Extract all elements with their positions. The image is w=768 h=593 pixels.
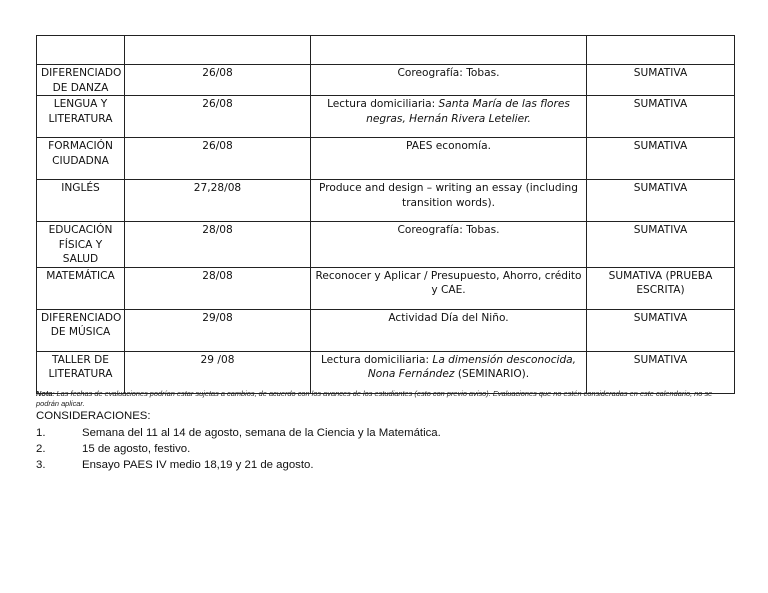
- table-row: [37, 138, 735, 180]
- activity-cell: [311, 138, 587, 180]
- date-cell: 26/08: [125, 138, 311, 180]
- activity-text: Lectura domiciliaria:: [327, 98, 439, 110]
- activity-text: Coreografía: Tobas.: [397, 67, 500, 79]
- table-row: [37, 222, 735, 268]
- list-text: 15 de agosto, festivo.: [82, 443, 191, 455]
- list-text: Ensayo PAES IV medio 18,19 y 21 de agosto.: [82, 459, 314, 471]
- type-cell: SUMATIVA: [587, 180, 735, 222]
- activity-text: Produce and design – writing an essay (including transition words).: [319, 182, 578, 209]
- date-cell: 29/08: [125, 309, 311, 351]
- table-row: [37, 351, 735, 393]
- activity-text: Lectura domiciliaria:: [320, 353, 433, 366]
- date-cell: 28/08: [125, 222, 311, 268]
- type-cell: SUMATIVA (PRUEBA ESCRITA): [587, 267, 735, 309]
- date-cell: 27,28/08: [125, 180, 311, 222]
- date-cell: 26/08: [125, 65, 311, 96]
- activity-cell: [311, 222, 587, 268]
- schedule-table: [36, 35, 735, 394]
- activity-text: Reconocer y Aplicar / Presupuesto, Ahorro, crédito y CAE.: [315, 269, 582, 296]
- table-row: [37, 65, 735, 96]
- activity-cell: [311, 65, 587, 96]
- subject-cell: TALLER DE LITERATURA: [37, 351, 125, 393]
- list-number: 1.: [36, 427, 46, 439]
- activity-text: Coreografía: Tobas.: [397, 224, 500, 236]
- type-cell: [587, 36, 735, 65]
- activity-cell: [311, 96, 587, 138]
- activity-tail: (SEMINARIO).: [454, 368, 530, 380]
- activity-cell: [311, 36, 587, 65]
- note-text: : Las fechas de evaluaciones podrían estar sujetas a cambios, de acuerdo con los avances de los estudiantes (esto con previo aviso). Evaluaciones que no estén consideradas en este calendario, no se podrán aplicar.: [36, 389, 713, 408]
- considerations-title: CONSIDERACIONES:: [36, 410, 151, 422]
- date-cell: 29 /08: [125, 351, 311, 393]
- list-number: 3.: [36, 459, 46, 471]
- subject-cell: INGLÉS: [37, 180, 125, 222]
- table-row: [37, 180, 735, 222]
- type-cell: SUMATIVA: [587, 65, 735, 96]
- type-cell: SUMATIVA: [587, 138, 735, 180]
- subject-cell: DIFERENCIADO DE MÚSICA: [37, 309, 125, 351]
- type-cell: SUMATIVA: [587, 222, 735, 268]
- type-cell: SUMATIVA: [587, 309, 735, 351]
- date-cell: [125, 36, 311, 65]
- list-item: [36, 425, 441, 441]
- subject-cell: [37, 36, 125, 65]
- activity-cell: [311, 309, 587, 351]
- subject-cell: MATEMÁTICA: [37, 267, 125, 309]
- note-label: Nota: [36, 389, 53, 398]
- subject-cell: FORMACIÓN CIUDADNA: [37, 138, 125, 180]
- list-text: Semana del 11 al 14 de agosto, semana de la Ciencia y la Matemática.: [82, 427, 441, 439]
- table-row: [37, 36, 735, 65]
- list-number: 2.: [36, 443, 46, 455]
- list-item: [36, 441, 441, 457]
- subject-cell: EDUCACIÓN FÍSICA Y SALUD: [37, 222, 125, 268]
- table-row: [37, 309, 735, 351]
- activity-cell: [311, 351, 587, 393]
- activity-text: Actividad Día del Niño.: [388, 311, 509, 324]
- table-row: [37, 96, 735, 138]
- activity-text: PAES economía.: [406, 140, 491, 152]
- activity-cell: [311, 180, 587, 222]
- subject-cell: LENGUA Y LITERATURA: [37, 96, 125, 138]
- date-cell: 26/08: [125, 96, 311, 138]
- book-title: Santa María de las flores negras, Hernán Rivera Letelier.: [366, 98, 570, 125]
- date-cell: 28/08: [125, 267, 311, 309]
- list-item: [36, 457, 441, 473]
- table-row: [37, 267, 735, 309]
- type-cell: SUMATIVA: [587, 351, 735, 393]
- book-title: La dimensión desconocida, Nona Fernández: [367, 353, 577, 380]
- note-paragraph: [36, 389, 736, 409]
- type-cell: SUMATIVA: [587, 96, 735, 138]
- activity-cell: [311, 267, 587, 309]
- considerations-list: [36, 425, 441, 473]
- subject-cell: DIFERENCIADO DE DANZA: [37, 65, 125, 96]
